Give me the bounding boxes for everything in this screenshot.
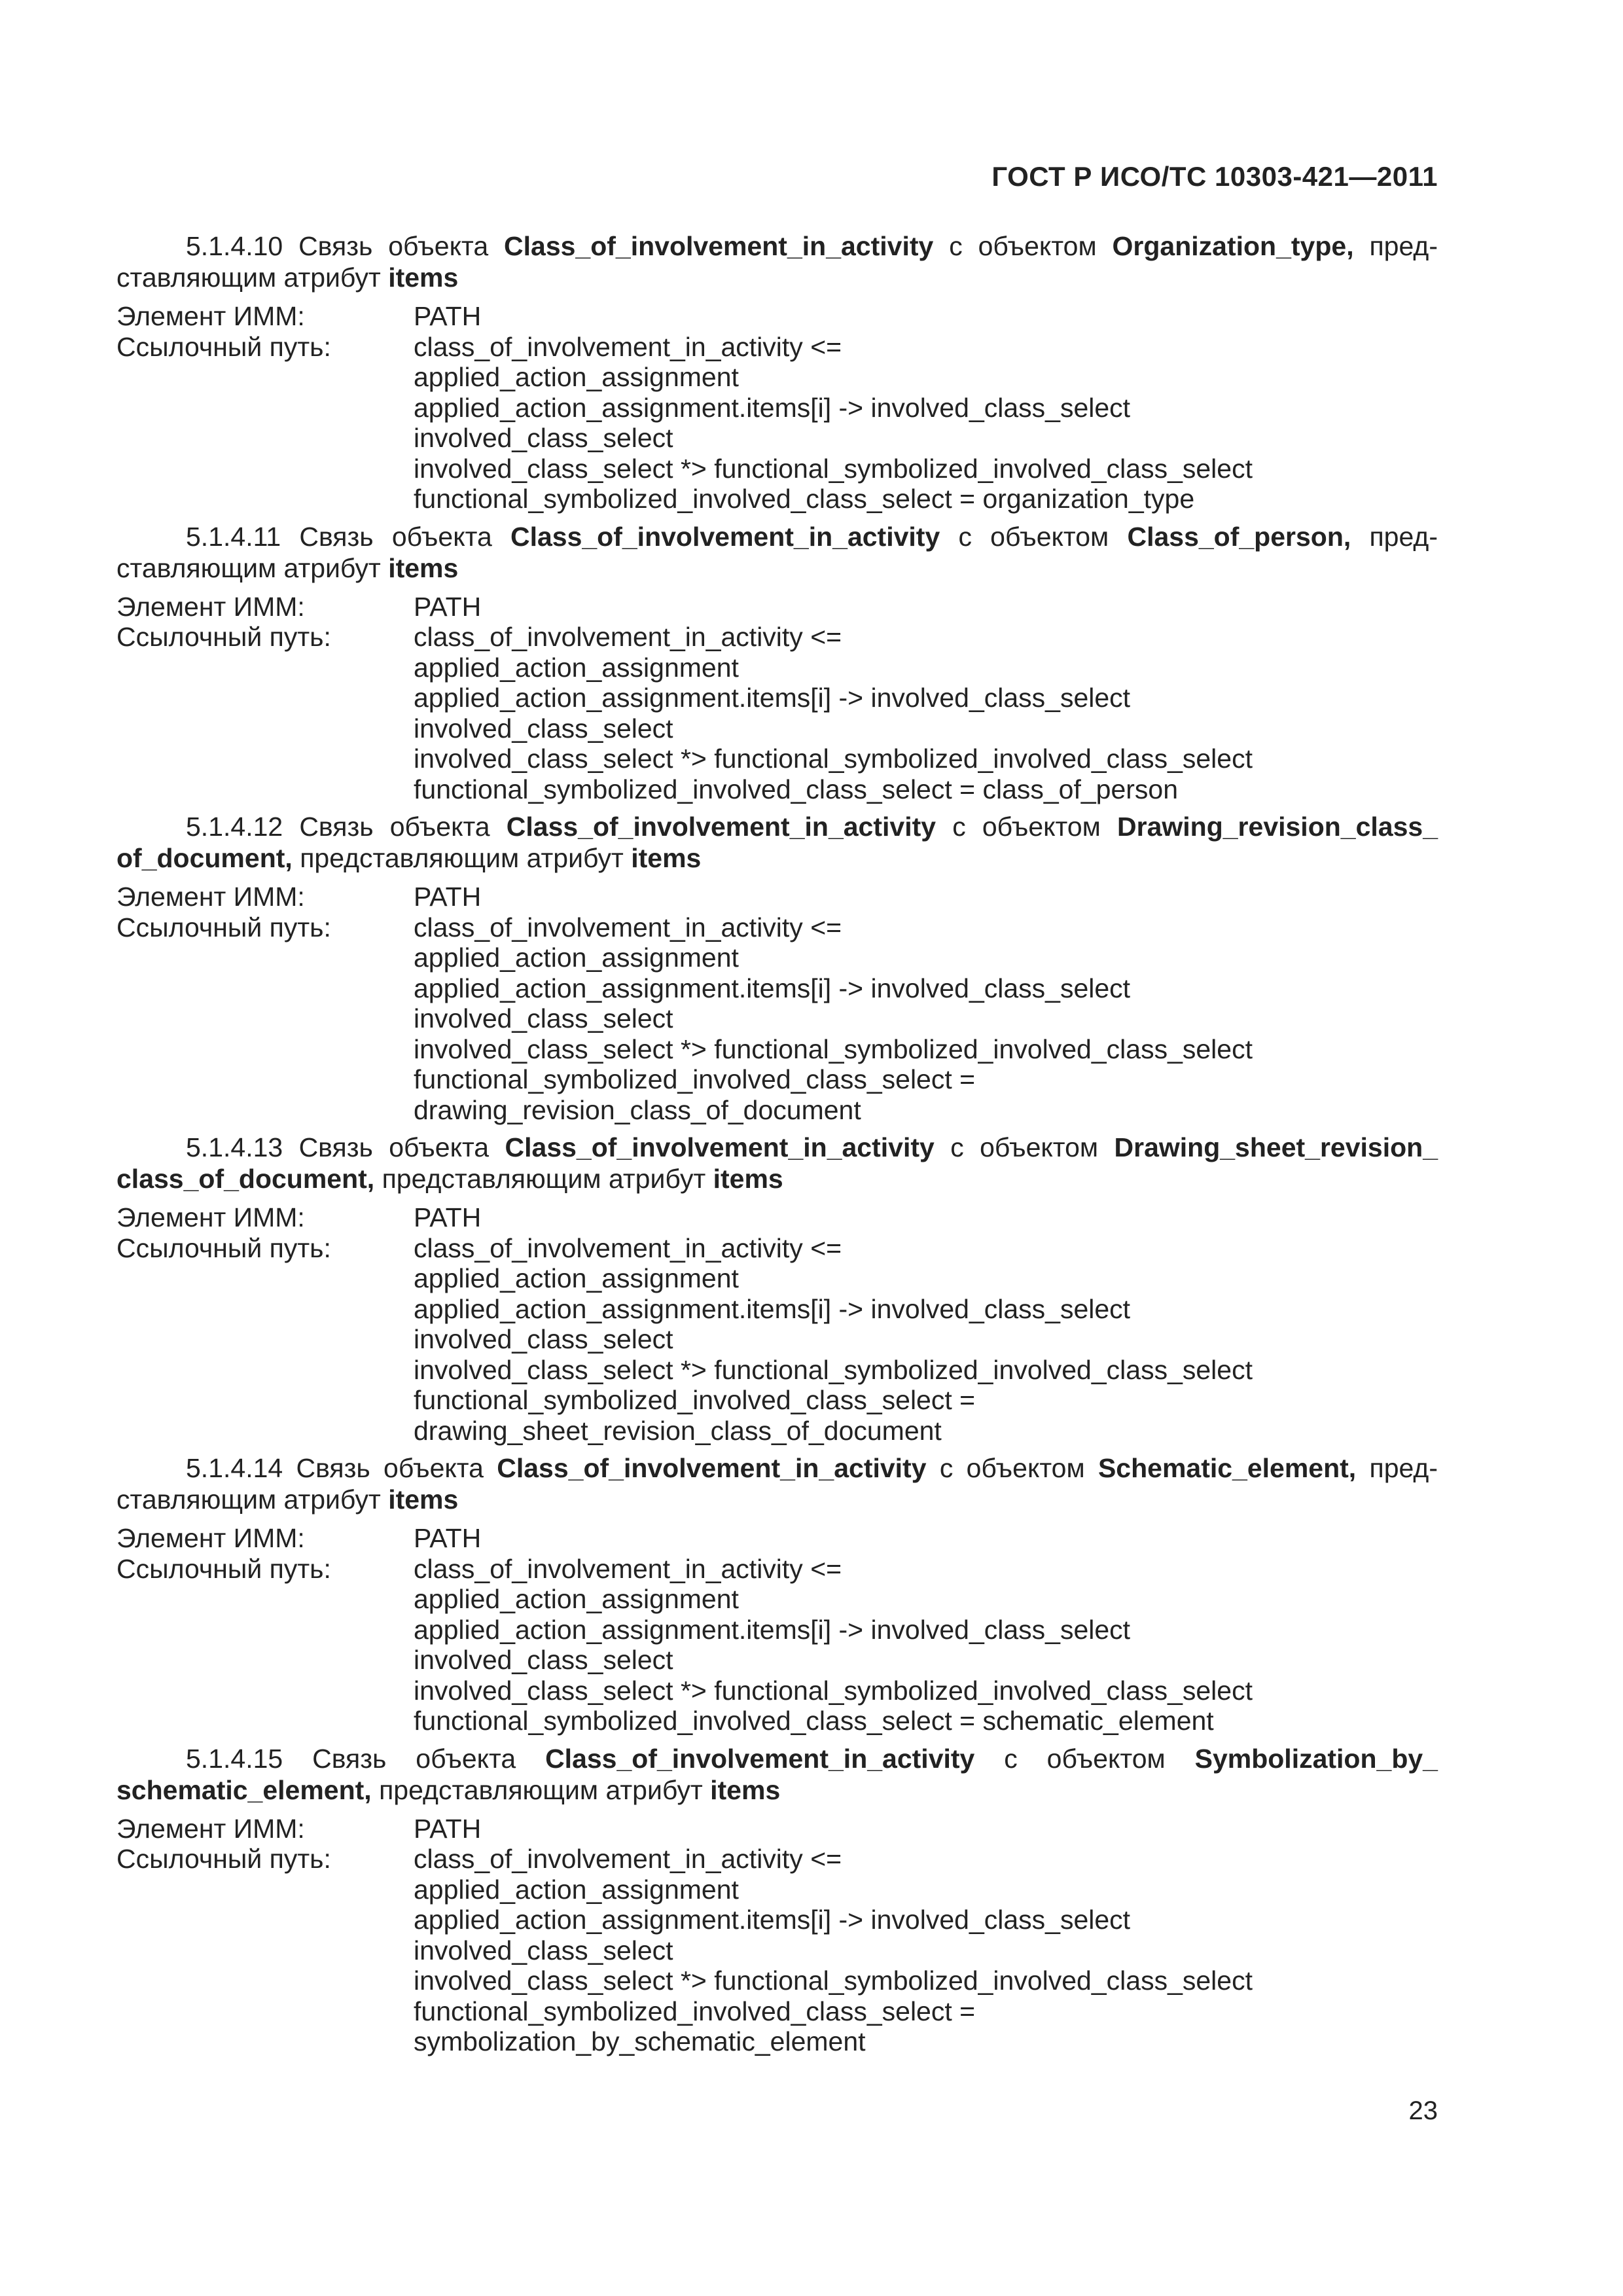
path-line: functional_symbolized_involved_class_select = schematic_element [414, 1706, 1214, 1736]
element-value: PATH [414, 1202, 482, 1232]
path-line: applied_action_assignment [414, 1584, 739, 1614]
path-line: applied_action_assignment.items[i] -> involved_class_select [414, 973, 1131, 1003]
source-object: Class_of_involvement_in_activity [545, 1743, 975, 1774]
element-row [116, 882, 1438, 912]
attribute-name: items [388, 552, 459, 583]
target-object: Schematic_element, [1097, 1453, 1357, 1483]
path-line: functional_symbolized_involved_class_select = [414, 1996, 976, 2026]
path-line: applied_action_assignment.items[i] -> involved_class_select [414, 1905, 1131, 1935]
path-line: applied_action_assignment [414, 1263, 739, 1293]
target-object: Symbolization_by_ schematic_element, [116, 1743, 1438, 1805]
path-line: involved_class_select [414, 1645, 673, 1675]
document-header: ГОСТ Р ИСО/ТС 10303-421—2011 [991, 161, 1438, 192]
element-row [116, 1814, 1438, 1844]
document-body [116, 230, 1438, 2064]
section-heading: 5.1.4.15 Связь объекта Class_of_involvement_in_activity с объектом Symbolization_by_ schematic_element, представляющим атрибут items [116, 1743, 1438, 1805]
path-lines [414, 1554, 1438, 1736]
path-line: applied_action_assignment [414, 652, 739, 683]
path-line: involved_class_select *> functional_symbolized_involved_class_select [414, 1033, 1253, 1064]
element-value: PATH [414, 882, 482, 912]
section-number: 5.1.4.10 [186, 231, 283, 261]
attribute-name: items [388, 262, 459, 293]
path-lines [414, 912, 1438, 1126]
path-line: involved_class_select *> functional_symbolized_involved_class_select [414, 1675, 1253, 1706]
source-object: Class_of_involvement_in_activity [506, 812, 936, 842]
source-object: Class_of_involvement_in_activity [510, 521, 940, 552]
path-row [116, 332, 1438, 514]
path-label: Ссылочный путь: [116, 1232, 331, 1263]
path-line: involved_class_select *> functional_symbolized_involved_class_select [414, 1354, 1253, 1385]
source-object: Class_of_involvement_in_activity [505, 1132, 935, 1162]
path-label: Ссылочный путь: [116, 331, 331, 362]
element-label: Элемент ИММ: [116, 1813, 305, 1844]
path-row [116, 1844, 1438, 2057]
element-row [116, 592, 1438, 622]
section-heading: 5.1.4.13 Связь объекта Class_of_involvement_in_activity с объектом Drawing_sheet_revision_ class_of_document, представляющим атрибут items [116, 1132, 1438, 1194]
section-5-1-4-11 [116, 521, 1438, 805]
path-line: functional_symbolized_involved_class_select = [414, 1385, 976, 1415]
target-object: Drawing_sheet_revision_ class_of_document, [116, 1132, 1438, 1194]
attribute-name: items [710, 1774, 781, 1805]
path-label: Ссылочный путь: [116, 622, 331, 652]
element-value: PATH [414, 1523, 482, 1553]
path-line: applied_action_assignment.items[i] -> involved_class_select [414, 1293, 1131, 1324]
path-line: applied_action_assignment.items[i] -> involved_class_select [414, 683, 1131, 713]
path-line: involved_class_select [414, 1003, 673, 1033]
target-object: Class_of_person, [1127, 521, 1351, 552]
path-line: class_of_involvement_in_activity <= [414, 331, 842, 362]
attribute-name: items [631, 843, 702, 873]
path-line: involved_class_select *> functional_symbolized_involved_class_select [414, 453, 1253, 484]
element-label: Элемент ИММ: [116, 1523, 305, 1553]
path-line: applied_action_assignment.items[i] -> involved_class_select [414, 392, 1131, 423]
element-label: Элемент ИММ: [116, 301, 305, 331]
target-object: Organization_type, [1112, 231, 1354, 261]
section-heading: 5.1.4.11 Связь объекта Class_of_involvement_in_activity с объектом Class_of_person, пред-ставляющим атрибут items [116, 521, 1438, 583]
path-row [116, 622, 1438, 804]
path-line: applied_action_assignment [414, 942, 739, 973]
path-line: class_of_involvement_in_activity <= [414, 912, 842, 942]
path-lines [414, 622, 1438, 804]
element-value: PATH [414, 1813, 482, 1844]
path-label: Ссылочный путь: [116, 1844, 331, 1874]
element-value: PATH [414, 301, 482, 331]
path-line: functional_symbolized_involved_class_select = organization_type [414, 484, 1195, 514]
path-line: applied_action_assignment.items[i] -> involved_class_select [414, 1614, 1131, 1645]
path-line: involved_class_select [414, 423, 673, 453]
element-row [116, 301, 1438, 332]
path-label: Ссылочный путь: [116, 1553, 331, 1584]
path-lines [414, 1233, 1438, 1446]
section-5-1-4-12 [116, 811, 1438, 1125]
attribute-name: items [713, 1164, 783, 1194]
element-label: Элемент ИММ: [116, 882, 305, 912]
path-line: involved_class_select [414, 713, 673, 744]
section-heading: 5.1.4.14 Связь объекта Class_of_involvement_in_activity с объектом Schematic_element, пред-ставляющим атрибут items [116, 1453, 1438, 1515]
path-line: class_of_involvement_in_activity <= [414, 1232, 842, 1263]
path-line: symbolization_by_schematic_element [414, 2026, 866, 2056]
path-line: class_of_involvement_in_activity <= [414, 1844, 842, 1874]
element-value: PATH [414, 591, 482, 622]
path-lines [414, 332, 1438, 514]
path-line: class_of_involvement_in_activity <= [414, 1553, 842, 1584]
element-row [116, 1202, 1438, 1233]
path-line: applied_action_assignment [414, 1874, 739, 1905]
element-label: Элемент ИММ: [116, 1202, 305, 1232]
path-line: applied_action_assignment [414, 362, 739, 392]
path-lines [414, 1844, 1438, 2057]
section-number: 5.1.4.14 [186, 1453, 283, 1483]
source-object: Class_of_involvement_in_activity [504, 231, 934, 261]
section-5-1-4-13 [116, 1132, 1438, 1446]
section-5-1-4-14 [116, 1452, 1438, 1736]
attribute-name: items [388, 1484, 459, 1515]
path-line: involved_class_select [414, 1935, 673, 1965]
source-object: Class_of_involvement_in_activity [497, 1453, 927, 1483]
element-label: Элемент ИММ: [116, 591, 305, 622]
section-5-1-4-10 [116, 230, 1438, 514]
section-number: 5.1.4.15 [186, 1743, 283, 1774]
path-row [116, 1233, 1438, 1446]
path-line: involved_class_select *> functional_symbolized_involved_class_select [414, 1965, 1253, 1996]
element-row [116, 1523, 1438, 1554]
path-line: class_of_involvement_in_activity <= [414, 622, 842, 652]
section-5-1-4-15 [116, 1743, 1438, 2057]
section-number: 5.1.4.11 [186, 521, 281, 552]
path-row [116, 912, 1438, 1126]
path-row [116, 1554, 1438, 1736]
path-line: drawing_sheet_revision_class_of_document [414, 1415, 942, 1446]
target-object: Drawing_revision_class_ of_document, [116, 812, 1438, 873]
section-heading: 5.1.4.10 Связь объекта Class_of_involvement_in_activity с объектом Organization_type, пред-ставляющим атрибут items [116, 231, 1438, 293]
section-number: 5.1.4.13 [186, 1132, 283, 1162]
page-number: 23 [1408, 2096, 1438, 2125]
path-line: involved_class_select *> functional_symbolized_involved_class_select [414, 744, 1253, 774]
section-heading: 5.1.4.12 Связь объекта Class_of_involvement_in_activity с объектом Drawing_revision_class_ of_document, представляющим атрибут items [116, 812, 1438, 873]
section-number: 5.1.4.12 [186, 812, 283, 842]
path-line: drawing_revision_class_of_document [414, 1094, 861, 1125]
path-line: functional_symbolized_involved_class_select = class_of_person [414, 774, 1179, 804]
path-line: functional_symbolized_involved_class_select = [414, 1064, 976, 1094]
path-line: involved_class_select [414, 1324, 673, 1354]
path-label: Ссылочный путь: [116, 912, 331, 942]
